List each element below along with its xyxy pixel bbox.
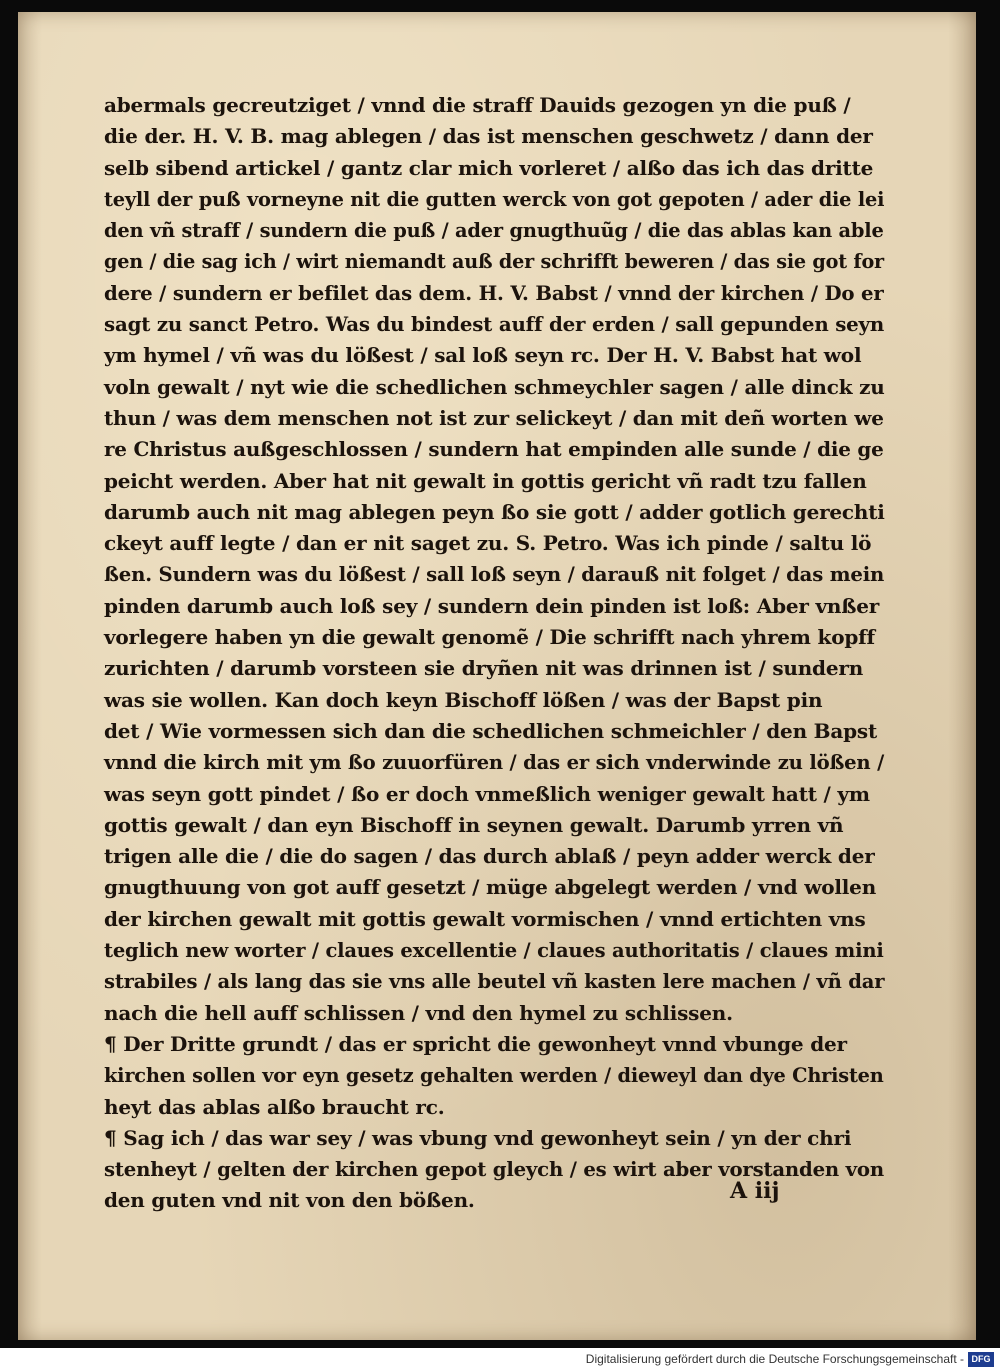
text-line: sagt zu sanct Petro. Was du bindest auff der erden / sall gepunden seyn <box>104 312 885 337</box>
text-line: nach die hell auff schlissen / vnd den hymel zu schlissen. <box>104 1000 733 1025</box>
document-page <box>18 12 976 1340</box>
footer-bar <box>0 1348 1000 1372</box>
text-line: den guten vnd nit von den bößen. <box>104 1188 475 1213</box>
text-line: kirchen sollen vor eyn gesetz gehalten werden / dieweyl dan dye Christen <box>104 1063 884 1088</box>
body-text <box>104 90 884 1217</box>
text-line: ckeyt auff legte / dan er nit saget zu. S. Petro. Was ich pinde / saltu lö <box>104 531 872 556</box>
text-line: was seyn gott pindet / ßo er doch vnmeßlich weniger gewalt hatt / ym <box>104 781 870 806</box>
text-line: gnugthuung von got auff gesetzt / müge abgelegt werden / vnd wollen <box>104 875 877 900</box>
text-line: det / Wie vormessen sich dan die schedlichen schmeichler / den Bapst <box>104 718 878 743</box>
text-line: voln gewalt / nyt wie die schedlichen schmeychler sagen / alle dinck zu <box>104 374 885 399</box>
footer-credit: Digitalisierung gefördert durch die Deutsche Forschungsgemeinschaft - <box>585 1352 964 1366</box>
text-line: den vñ straff / sundern die puß / ader gnugthuũg / die das ablas kan able <box>104 218 884 243</box>
text-line: stenheyt / gelten der kirchen gepot gleych / es wirt aber vorstanden von <box>104 1157 884 1182</box>
text-line: vnnd die kirch mit ym ßo zuuorfüren / das er sich vnderwinde zu lößen / <box>104 750 885 775</box>
text-line: ¶ Der Dritte grundt / das er spricht die gewonheyt vnnd vbunge der <box>104 1031 847 1056</box>
text-line: re Christus außgeschlossen / sundern hat empinden alle sunde / die ge <box>104 437 884 462</box>
text-line: selb sibend artickel / gantz clar mich vorleret / alßo das ich das dritte <box>104 155 874 180</box>
text-line: zurichten / darumb vorsteen sie dryñen nit was drinnen ist / sundern <box>104 656 864 681</box>
text-line: ym hymel / vñ was du lößest / sal loß seyn rc. Der H. V. Babst hat wol <box>104 343 862 368</box>
text-line: darumb auch nit mag ablegen peyn ßo sie gott / adder gotlich gerechti <box>104 499 885 524</box>
text-line: teglich new worter / claues excellentie / claues authoritatis / claues mini <box>104 938 884 963</box>
text-line: dere / sundern er befilet das dem. H. V. Babst / vnnd der kirchen / Do er <box>104 280 884 305</box>
text-line: trigen alle die / die do sagen / das durch ablaß / peyn adder werck der <box>104 844 875 869</box>
text-line: abermals gecreutziget / vnnd die straff Dauids gezogen yn die puß / <box>104 93 851 117</box>
text-line: gen / die sag ich / wirt niemandt auß der schrifft beweren / das sie got for <box>104 249 884 274</box>
text-line: peicht werden. Aber hat nit gewalt in gottis gericht vñ radt tzu fallen <box>104 468 867 493</box>
text-line: pinden darumb auch loß sey / sundern dein pinden ist loß: Aber vnßer <box>104 593 880 618</box>
text-line: thun / was dem menschen not ist zur selickeyt / dan mit deñ worten we <box>104 405 884 430</box>
text-line: was sie wollen. Kan doch keyn Bischoff lößen / was der Bapst pin <box>104 687 823 712</box>
text-line: ßen. Sundern was du lößest / sall loß seyn / darauß nit folget / das mein <box>104 562 885 587</box>
text-line: teyll der puß vorneyne nit die gutten werck von got gepoten / ader die lei <box>104 186 885 211</box>
text-line: strabiles / als lang das sie vns alle beutel vñ kasten lere machen / vñ dar <box>104 969 885 994</box>
text-line: der kirchen gewalt mit gottis gewalt vormischen / vnnd ertichten vns <box>104 906 866 931</box>
text-line: vorlegere haben yn die gewalt genomẽ / Die schrifft nach yhrem kopff <box>104 625 875 650</box>
text-line: ¶ Sag ich / das war sey / was vbung vnd gewonheyt sein / yn der chri <box>104 1125 852 1150</box>
text-line: heyt das ablas alßo braucht rc. <box>104 1094 445 1119</box>
signature-mark: A iij <box>730 1178 780 1204</box>
text-line: gottis gewalt / dan eyn Bischoff in seynen gewalt. Darumb yrren vñ <box>104 812 844 837</box>
dfg-logo-icon: DFG <box>968 1352 994 1367</box>
text-line: die der. H. V. B. mag ablegen / das ist menschen geschwetz / dann der <box>104 124 873 149</box>
